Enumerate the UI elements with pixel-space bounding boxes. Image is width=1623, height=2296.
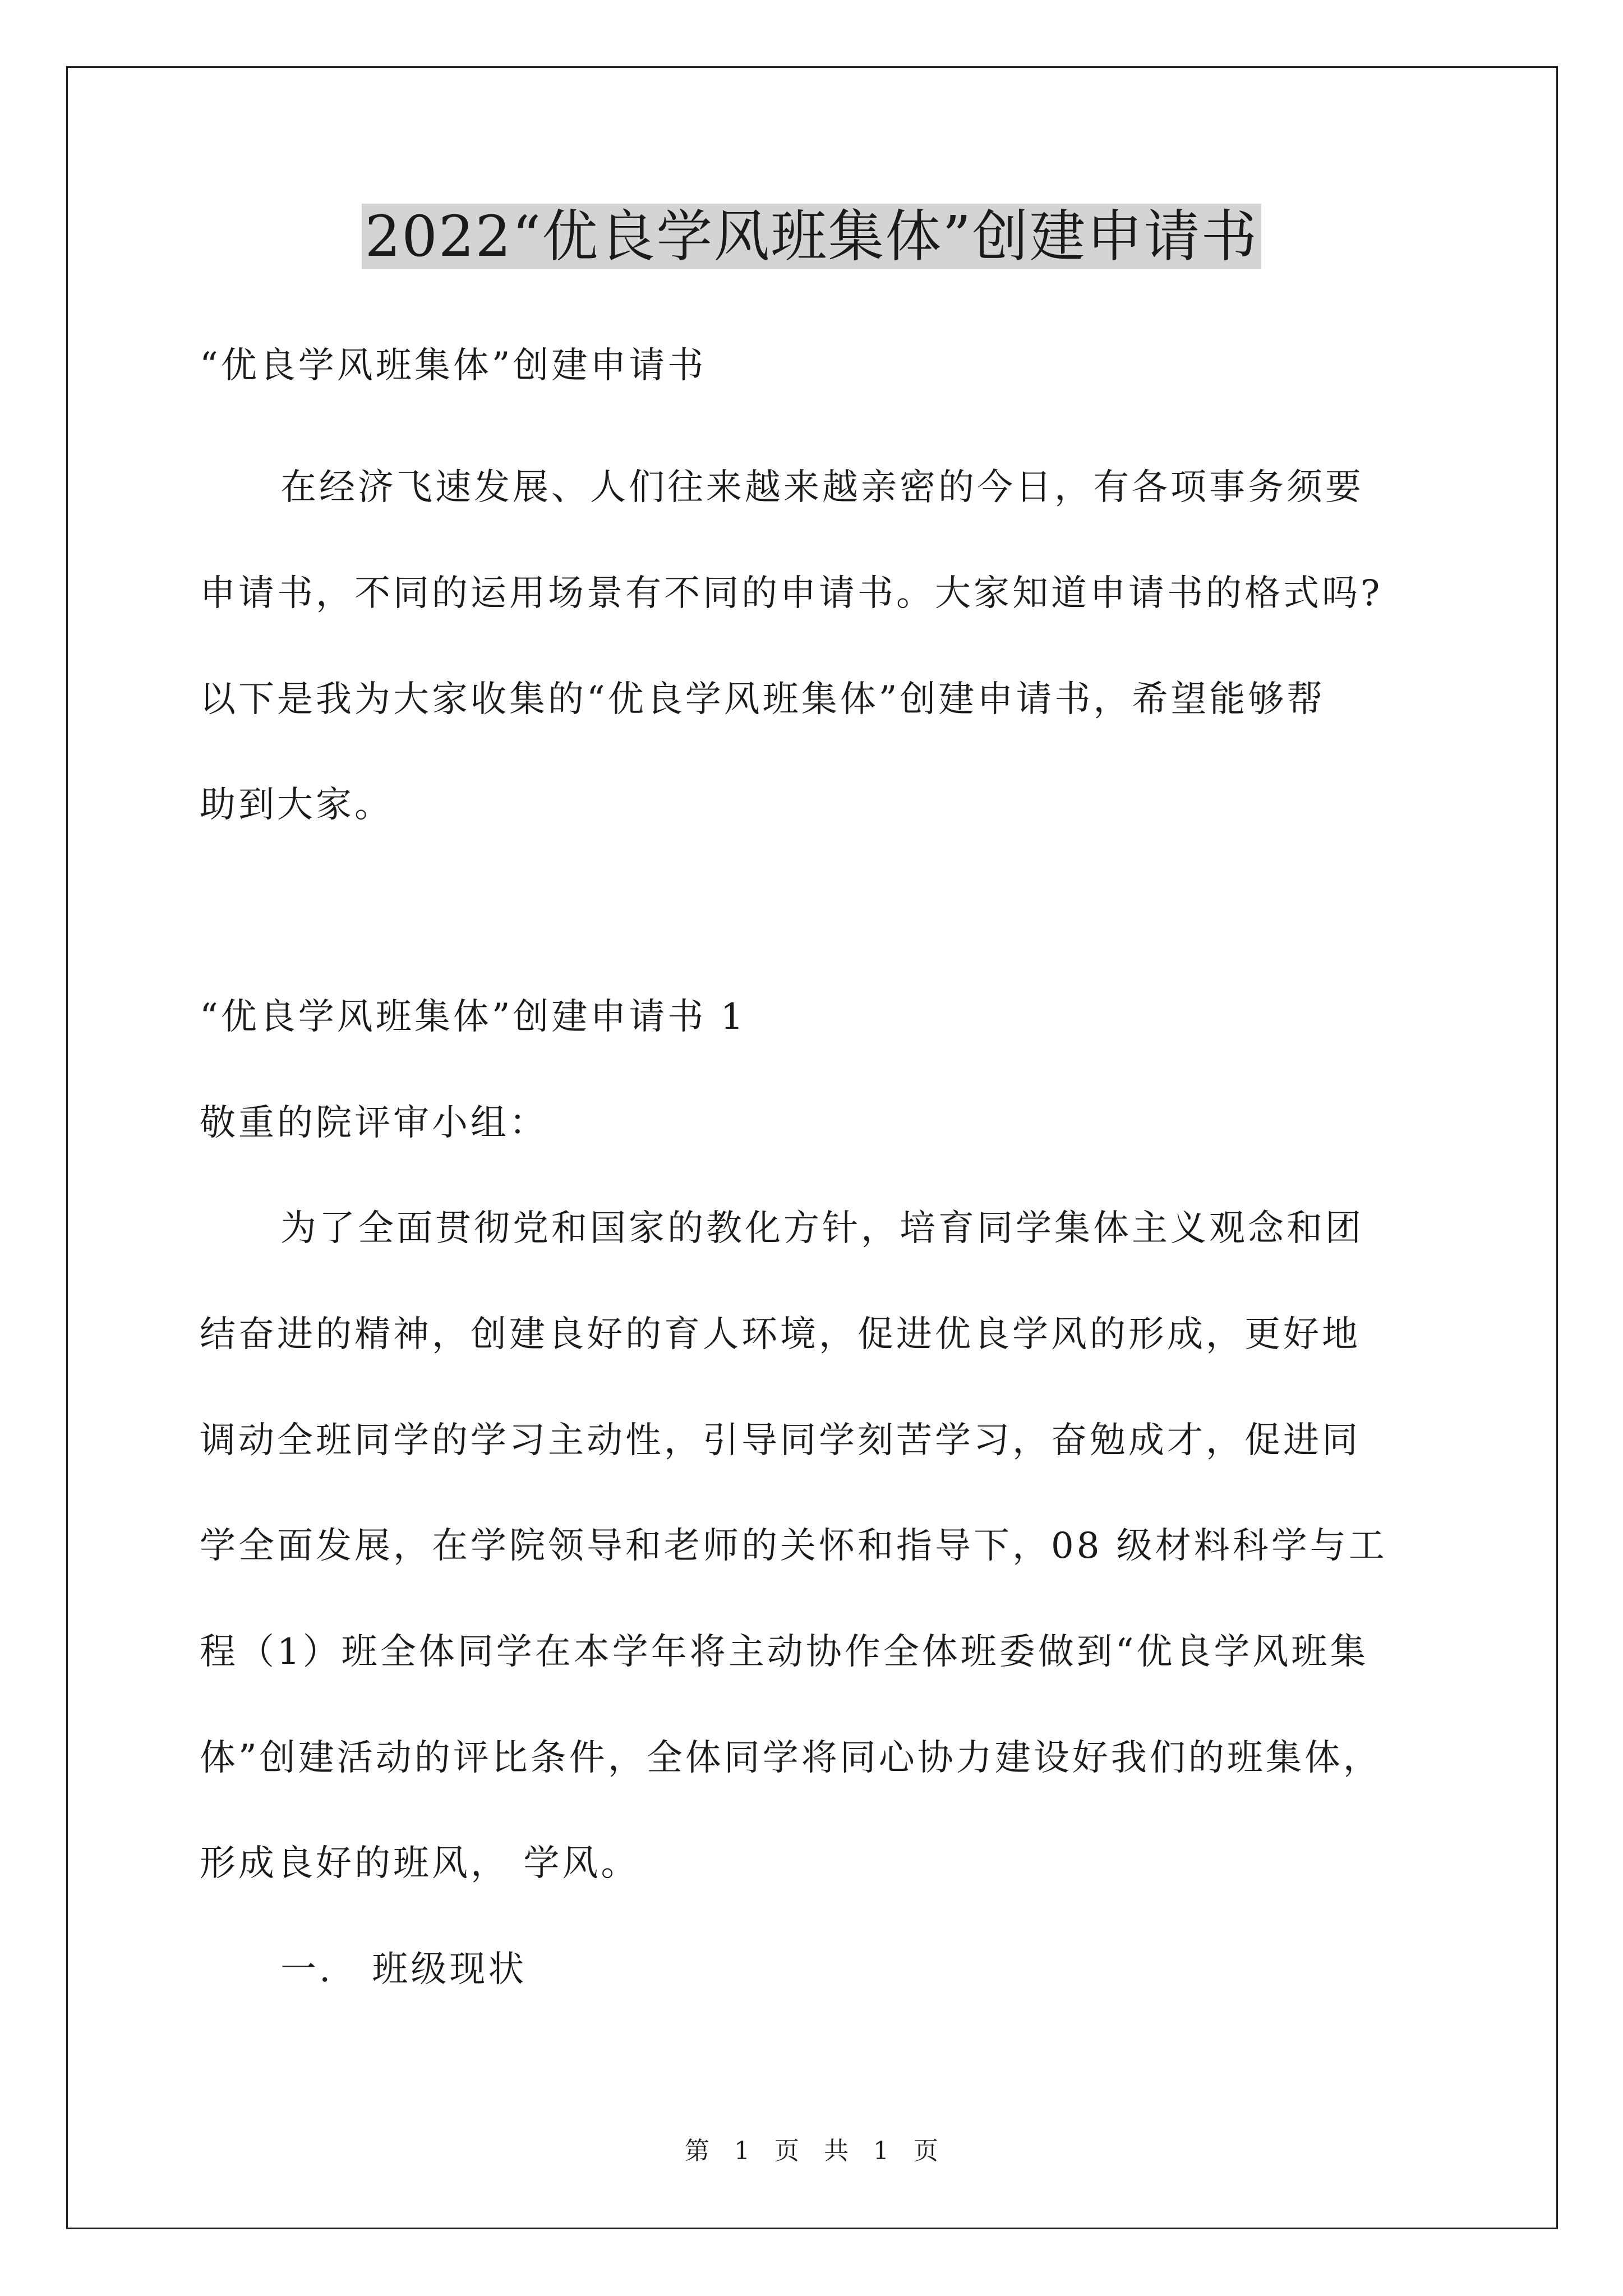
body-paragraph-line: 调动全班同学的学习主动性，引导同学刻苦学习，奋勉成才，促进同 <box>200 1420 1361 1461</box>
subsection-heading: 一. 班级现状 <box>280 1949 527 1990</box>
body-paragraph-line: 为了全面贯彻党和国家的教化方针，培育同学集体主义观念和团 <box>280 1208 1364 1249</box>
body-paragraph-line: 体”创建活动的评比条件，全体同学将同心协力建设好我们的班集体， <box>200 1737 1382 1779</box>
body-paragraph-line: 学全面发展，在学院领导和老师的关怀和指导下，08 级材料科学与工 <box>200 1525 1387 1567</box>
salutation: 敬重的院评审小组： <box>200 1102 548 1144</box>
page-number-footer: 第 1 页 共 1 页 <box>685 2137 938 2165</box>
document-title <box>0 197 1623 276</box>
body-paragraph-line: 结奋进的精神，创建良好的育人环境，促进优良学风的形成，更好地 <box>200 1314 1361 1355</box>
document-title-text: 2022“优良学风班集体”创建申请书 <box>362 204 1262 269</box>
body-paragraph-line: 形成良好的班风， 学风。 <box>200 1843 640 1884</box>
page-border <box>66 66 1558 2229</box>
body-paragraph-line: 程（1）班全体同学在本学年将主动协作全体班委做到“优良学风班集 <box>200 1631 1369 1673</box>
intro-paragraph-line: 申请书，不同的运用场景有不同的申请书。大家知道申请书的格式吗? <box>200 573 1383 614</box>
section-heading: “优良学风班集体”创建申请书 1 <box>200 996 746 1038</box>
intro-paragraph-line: 以下是我为大家收集的“优良学风班集体”创建申请书，希望能够帮 <box>200 679 1326 720</box>
intro-paragraph-line: 在经济飞速发展、人们往来越来越亲密的今日，有各项事务须要 <box>280 467 1364 508</box>
subtitle-line: “优良学风班集体”创建申请书 <box>200 345 707 386</box>
intro-paragraph-line: 助到大家。 <box>200 784 393 826</box>
